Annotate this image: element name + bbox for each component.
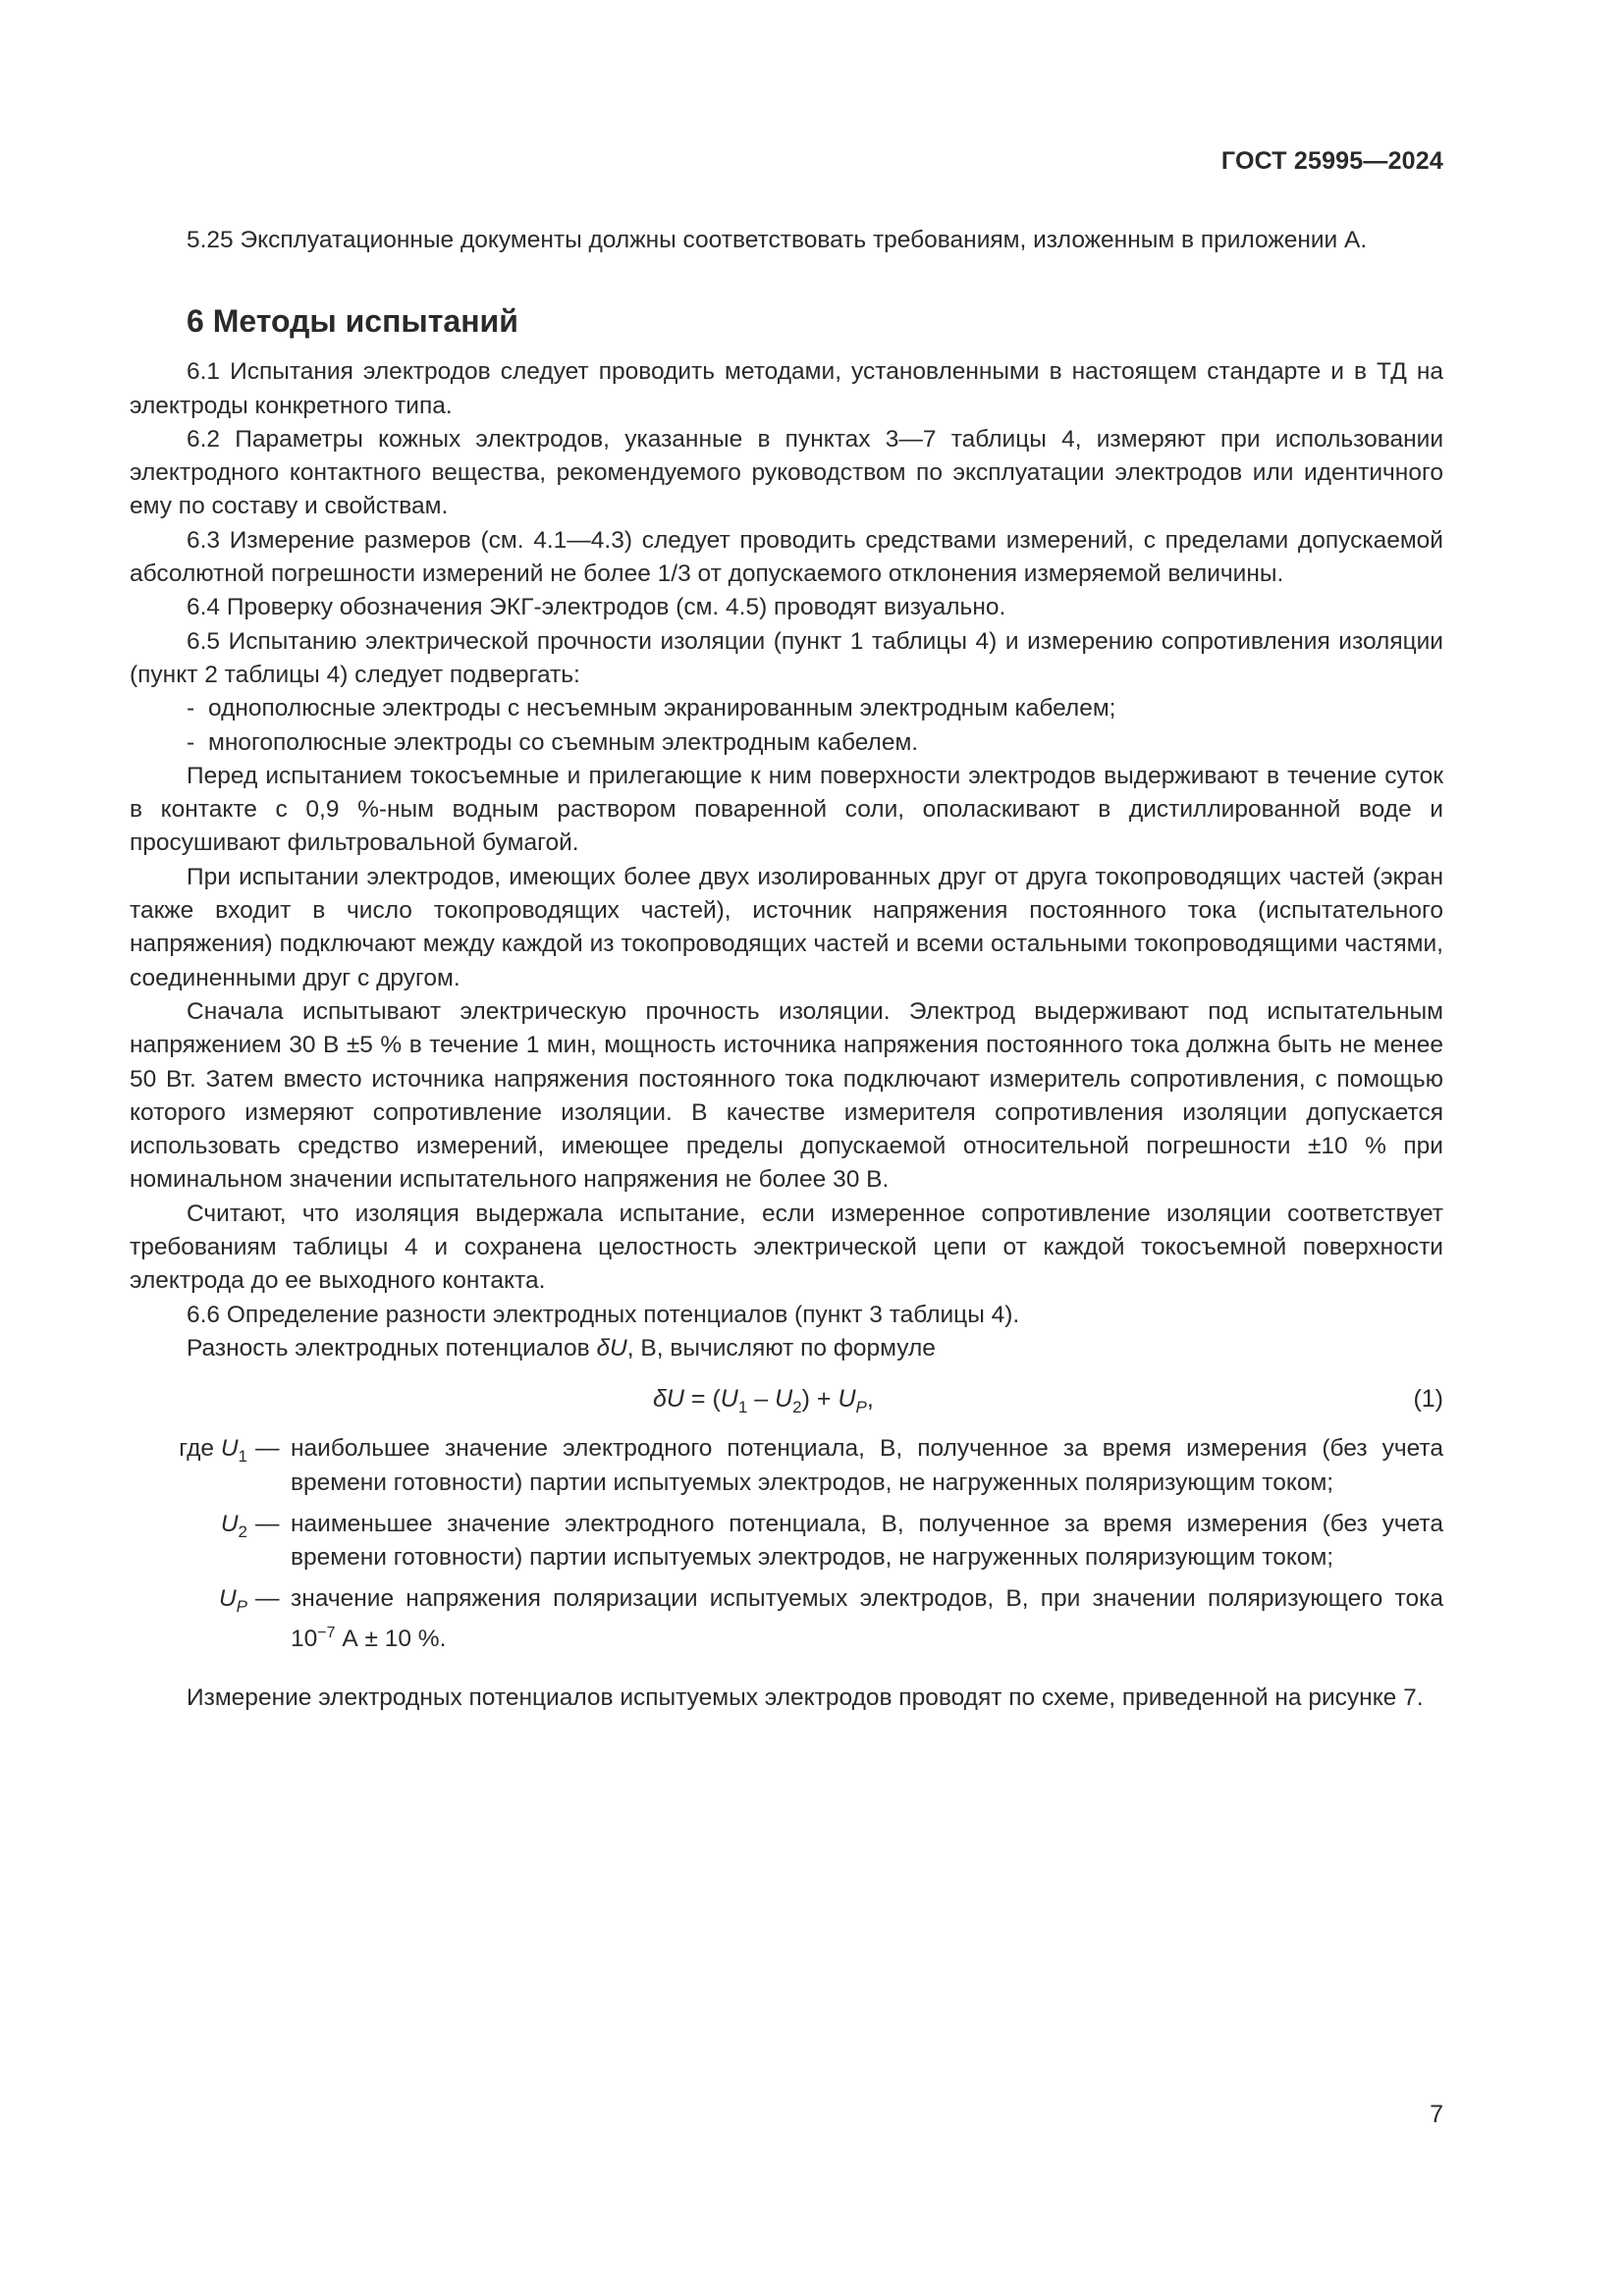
where-text: наибольшее значение электродного потенциала, В, полученное за время измерения (без учета времени готовности) партии испытуемых электродов, не нагруженных поляризующим током; xyxy=(291,1435,1443,1496)
where-item-u2 xyxy=(130,1508,1443,1575)
paragraph-before-test: Перед испытанием токосъемные и прилегающие к ним поверхности электродов выдерживают в течение суток в контакте с 0,9 %-ным водным раствором поваренной соли, ополаскивают в дистиллированной воде и просушивают фильтровальной бумагой. xyxy=(130,762,1443,857)
paragraph-6-6: 6.6 Определение разности электродных потенциалов (пункт 3 таблицы 4). xyxy=(187,1301,1020,1328)
where-dash: — xyxy=(255,1510,280,1537)
formula-up-sub: P xyxy=(855,1398,867,1417)
where-symbol xyxy=(221,1508,247,1541)
paragraph-first-test: Сначала испытывают электрическую прочность изоляции. Электрод выдерживают под испытательным напряжением 30 В ±5 % в течение 1 мин, мощность источника напряжения постоянного тока должна быть не менее 50 Вт. Затем вместо источника напряжения постоянного тока подключают измеритель сопротивления, с помощью которого измеряют сопротивление изоляции. В качестве измерителя сопротивления изоляции допускается использовать средство измерений, имеющее пределы допускаемой относительной погрешности ±10 % при номинальном значении испытательного напряжения не более 30 В. xyxy=(130,997,1443,1194)
where-symbol-letter: U xyxy=(220,1510,239,1537)
equation-number: (1) xyxy=(1413,1385,1443,1414)
where-symbol-letter: U xyxy=(218,1585,237,1613)
formula-row xyxy=(130,1379,1443,1418)
where-symbol xyxy=(219,1582,247,1616)
paragraph-passed: Считают, что изоляция выдержала испытание, если измеренное сопротивление изоляции соответствует требованиям таблицы 4 и сохранена целостность электрической цепи от каждой токосъемной поверхности электрода до ее выходного контакта. xyxy=(130,1200,1443,1295)
where-symbol-sub: 2 xyxy=(238,1522,247,1541)
where-item-up xyxy=(130,1582,1443,1656)
formula-minus: – xyxy=(747,1385,776,1414)
formula-intro-symbol: δU xyxy=(596,1334,627,1362)
list-dash: - xyxy=(187,695,195,722)
paragraph-6-4: 6.4 Проверку обозначения ЭКГ-электродов (см. 4.5) проводят визуально. xyxy=(187,594,1006,621)
formula-u1: U xyxy=(720,1385,738,1414)
where-definition xyxy=(247,1432,1443,1500)
formula-u2: U xyxy=(775,1385,793,1414)
where-symbol-letter: U xyxy=(220,1435,239,1463)
formula-lhs: δU xyxy=(653,1385,684,1414)
paragraph-5-25: 5.25 Эксплуатационные документы должны соответствовать требованиям, изложенным в приложении А. xyxy=(187,227,1368,253)
paragraph-6-1: 6.1 Испытания электродов следует проводить методами, установленными в настоящем стандарте и в ТД на электроды конкретного типа. xyxy=(130,358,1443,419)
where-dash: — xyxy=(255,1585,280,1613)
document-code: ГОСТ 25995—2024 xyxy=(1220,147,1443,175)
formula-eq: = ( xyxy=(683,1385,721,1414)
list-item xyxy=(187,692,1443,725)
where-symbol-sub: 1 xyxy=(238,1447,247,1467)
paragraph-formula-intro xyxy=(130,1332,1443,1365)
where-dash: — xyxy=(255,1435,280,1463)
formula-up: U xyxy=(838,1385,856,1414)
where-symbol-sub: P xyxy=(236,1597,247,1617)
where-text-pre: значение напряжения поляризации испытуемых электродов, В, при значении поляризующего тока 10 xyxy=(291,1585,1443,1652)
formula-u2-sub: 2 xyxy=(792,1398,802,1417)
where-text-sup: −7 xyxy=(317,1624,336,1641)
page-content xyxy=(130,224,1443,1715)
where-definition xyxy=(247,1508,1443,1575)
formula-intro-text: Разность электродных потенциалов xyxy=(187,1334,597,1362)
where-text-post: А ± 10 %. xyxy=(335,1625,447,1652)
paragraph-6-2: 6.2 Параметры кожных электродов, указанные в пунктах 3—7 таблицы 4, измеряют при использовании электродного контактного вещества, рекомендуемого руководством по эксплуатации электродов или идентичного ему по составу и свойствам. xyxy=(130,425,1443,520)
list-dash: - xyxy=(187,728,195,756)
formula xyxy=(653,1379,874,1418)
list-item-text: однополюсные электроды с несъемным экранированным электродным кабелем; xyxy=(208,695,1116,722)
where-definition xyxy=(247,1582,1443,1656)
where-word: где xyxy=(179,1435,215,1463)
paragraph-6-3: 6.3 Измерение размеров (см. 4.1—4.3) следует проводить средствами измерений, с пределами допускаемой абсолютной погрешности измерений не более 1/3 от допускаемого отклонения измеряемой величины. xyxy=(130,526,1443,588)
paragraph-measurement: Измерение электродных потенциалов испытуемых электродов проводят по схеме, приведенной на рисунке 7. xyxy=(187,1684,1424,1712)
where-item-u1 xyxy=(130,1432,1443,1500)
page-number: 7 xyxy=(1430,2101,1443,2128)
formula-plus: ) + xyxy=(801,1385,839,1414)
where-text xyxy=(291,1582,1443,1656)
formula-intro-tail: , В, вычисляют по формуле xyxy=(626,1334,936,1362)
list-item xyxy=(187,726,1443,760)
formula-end: , xyxy=(866,1385,874,1414)
paragraph-more-than-two: При испытании электродов, имеющих более двух изолированных друг от друга токопроводящих частей (экран также входит в число токопроводящих частей), источник напряжения постоянного тока (испытательного напряжения) подключают между каждой из токопроводящих частей и всеми остальными токопроводящими частями, соединенными друг с другом. xyxy=(130,863,1443,991)
paragraph-6-5: 6.5 Испытанию электрической прочности изоляции (пункт 1 таблицы 4) и измерению сопротивления изоляции (пункт 2 таблицы 4) следует подвергать: xyxy=(130,627,1443,688)
where-symbol xyxy=(179,1432,247,1466)
where-text: наименьшее значение электродного потенциала, В, полученное за время измерения (без учета времени готовности) партии испытуемых электродов, не нагруженных поляризующим током; xyxy=(291,1510,1443,1572)
formula-u1-sub: 1 xyxy=(737,1398,748,1417)
section-title: 6 Методы испытаний xyxy=(187,303,518,340)
list-item-text: многополюсные электроды со съемным электродным кабелем. xyxy=(208,728,919,756)
